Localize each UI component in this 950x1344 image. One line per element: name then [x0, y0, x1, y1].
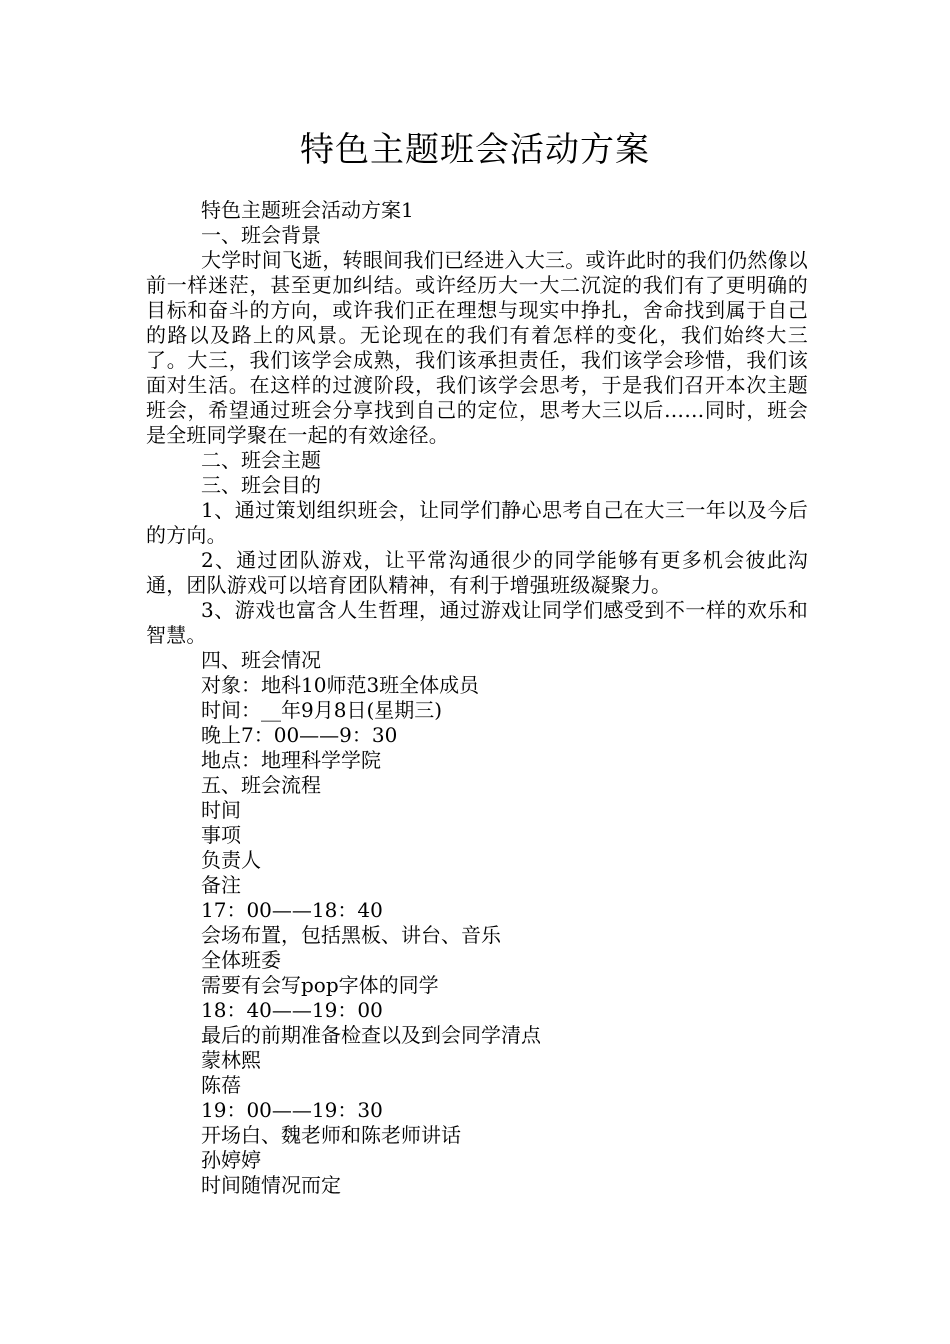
- text-line: 时间：__年9月8日(星期三): [201, 698, 443, 722]
- text-line: 蒙林熙: [201, 1048, 261, 1072]
- text-line: 晚上7：00——9：30: [201, 723, 398, 747]
- text-line: 备注: [201, 873, 241, 897]
- text-line: 开场白、魏老师和陈老师讲话: [201, 1123, 461, 1147]
- text-line: 地点：地理科学学院: [201, 748, 381, 772]
- text-line: 事项: [201, 823, 241, 847]
- document-body: [146, 198, 808, 1198]
- text-line: 孙婷婷: [201, 1148, 261, 1172]
- section-heading: 四、班会情况: [201, 648, 321, 672]
- section-heading: 一、班会背景: [201, 223, 321, 247]
- section-heading: 三、班会目的: [201, 473, 321, 497]
- section-heading: 特色主题班会活动方案1: [201, 198, 414, 222]
- text-line: 时间: [201, 798, 241, 822]
- text-line: 18：40——19：00: [201, 998, 383, 1022]
- text-line: 会场布置，包括黑板、讲台、音乐: [201, 923, 501, 947]
- paragraph: 大学时间飞逝，转眼间我们已经进入大三。或许此时的我们仍然像以前一样迷茫，甚至更加纠结。或许经历大一大二沉淀的我们有了更明确的目标和奋斗的方向，或许我们正在理想与现实中挣扎，舍命找到属于自己的路以及路上的风景。无论现在的我们有着怎样的变化，我们始终大三了。大三，我们该学会成熟，我们该承担责任，我们该学会珍惜，我们该面对生活。在这样的过渡阶段，我们该学会思考，于是我们召开本次主题班会，希望通过班会分享找到自己的定位，思考大三以后……同时，班会是全班同学聚在一起的有效途径。: [146, 248, 808, 447]
- text-line: 对象：地科10师范3班全体成员: [201, 673, 480, 697]
- paragraph: 1、通过策划组织班会，让同学们静心思考自己在大三一年以及今后的方向。: [146, 498, 808, 547]
- text-line: 需要有会写pop字体的同学: [201, 973, 439, 997]
- section-heading: 二、班会主题: [201, 448, 321, 472]
- text-line: 负责人: [201, 848, 261, 872]
- text-line: 最后的前期准备检查以及到会同学清点: [201, 1023, 541, 1047]
- paragraph: 2、通过团队游戏，让平常沟通很少的同学能够有更多机会彼此沟通，团队游戏可以培育团队精神，有利于增强班级凝聚力。: [146, 548, 808, 597]
- document-title: 特色主题班会活动方案: [300, 130, 650, 170]
- section-heading: 五、班会流程: [201, 773, 321, 797]
- paragraph: 3、游戏也富含人生哲理，通过游戏让同学们感受到不一样的欢乐和智慧。: [146, 598, 808, 647]
- text-line: 陈蓓: [201, 1073, 241, 1097]
- text-line: 全体班委: [201, 948, 281, 972]
- text-line: 19：00——19：30: [201, 1098, 383, 1122]
- text-line: 17：00——18：40: [201, 898, 383, 922]
- text-line: 时间随情况而定: [201, 1173, 341, 1197]
